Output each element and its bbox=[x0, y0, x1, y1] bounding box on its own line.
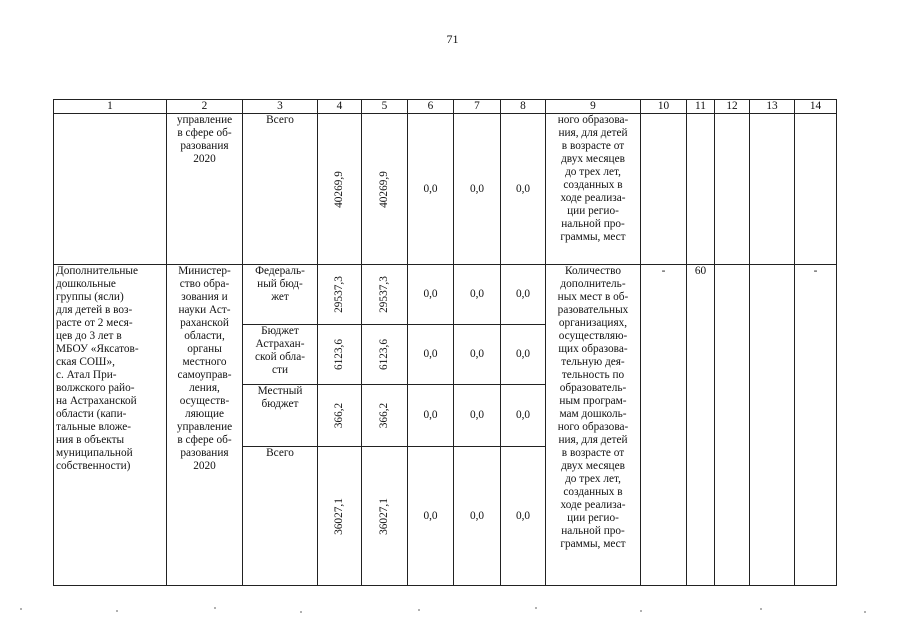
header-cell: 4 bbox=[318, 100, 362, 114]
value-rotated: 36027,1 bbox=[333, 497, 345, 535]
cell-col8: 0,0 bbox=[501, 114, 546, 265]
cell-source: Бюджет Астрахан- ской обла- сти bbox=[243, 325, 318, 385]
value-rotated: 40269,9 bbox=[378, 170, 390, 208]
cell-col13 bbox=[750, 265, 795, 586]
cell-source: Всего bbox=[243, 114, 318, 265]
cell-indicator: Количество дополнитель- ных мест в об- разовательных организациях, осуществляю- щих образова- тельную дея- тельность по образователь- ным програм- мам дошколь- ного образова- ния, для детей в возрасте от двух месяцев до трех лет, созданных в ходе реализа- ции регио- нальной про- граммы, мест bbox=[546, 265, 641, 586]
cell-col4 bbox=[318, 325, 362, 385]
scan-artifacts bbox=[0, 606, 905, 616]
cell-col2: управление в сфере об- разования 2020 bbox=[167, 114, 243, 265]
cell-col12 bbox=[715, 265, 750, 586]
cell-object-name: Дополнительные дошкольные группы (ясли) для детей в воз- расте от 2 меся- цев до 3 лет в МБОУ «Яксатов- ская СОШ», с. Атал При- волжского райо- на Астраханской области (капи- тальные вложе- ния в объекты муниципальной собственности) bbox=[54, 265, 167, 586]
cell-col8: 0,0 bbox=[501, 265, 546, 325]
cell-source: Местный бюджет bbox=[243, 385, 318, 447]
cell-col6: 0,0 bbox=[408, 385, 454, 447]
header-cell: 1 bbox=[54, 100, 167, 114]
cell-col8: 0,0 bbox=[501, 385, 546, 447]
value-rotated: 366,2 bbox=[332, 402, 345, 429]
cell-col10 bbox=[641, 114, 687, 265]
cell-responsible: Министер- ство обра- зования и науки Аст- раханской области, органы местного самоуправ- ления, осуществ- ляющие управление в сфере об- разования 2020 bbox=[167, 265, 243, 586]
header-cell: 12 bbox=[715, 100, 750, 114]
cell-col6: 0,0 bbox=[408, 114, 454, 265]
cell-col7: 0,0 bbox=[454, 265, 501, 325]
cell-col7: 0,0 bbox=[454, 385, 501, 447]
cell-col7: 0,0 bbox=[454, 447, 501, 586]
cell-col11: 60 bbox=[687, 265, 715, 586]
cell-source: Всего bbox=[243, 447, 318, 586]
cell-col14 bbox=[795, 114, 837, 265]
cell-col7: 0,0 bbox=[454, 114, 501, 265]
page-number: 71 bbox=[446, 32, 459, 46]
cell-col4 bbox=[318, 385, 362, 447]
cell-col7: 0,0 bbox=[454, 325, 501, 385]
budget-table bbox=[53, 99, 837, 586]
value-rotated: 6123,6 bbox=[377, 338, 390, 371]
cell-col5 bbox=[362, 385, 408, 447]
cell-col5 bbox=[362, 325, 408, 385]
header-cell: 3 bbox=[243, 100, 318, 114]
cell-col6: 0,0 bbox=[408, 447, 454, 586]
cell-col13 bbox=[750, 114, 795, 265]
table-row bbox=[54, 265, 837, 325]
header-cell: 8 bbox=[501, 100, 546, 114]
header-cell: 9 bbox=[546, 100, 641, 114]
header-cell: 7 bbox=[454, 100, 501, 114]
value-rotated: 36027,1 bbox=[378, 497, 390, 535]
table-row bbox=[54, 114, 837, 265]
cell-col4 bbox=[318, 265, 362, 325]
cell-col1 bbox=[54, 114, 167, 265]
header-cell: 11 bbox=[687, 100, 715, 114]
cell-col10: - bbox=[641, 265, 687, 586]
cell-col14: - bbox=[795, 265, 837, 586]
header-row bbox=[54, 100, 837, 114]
value-rotated: 6123,6 bbox=[332, 338, 345, 371]
cell-col11 bbox=[687, 114, 715, 265]
header-cell: 5 bbox=[362, 100, 408, 114]
cell-col5 bbox=[362, 265, 408, 325]
cell-col6: 0,0 bbox=[408, 265, 454, 325]
cell-source: Федераль- ный бюд- жет bbox=[243, 265, 318, 325]
header-cell: 6 bbox=[408, 100, 454, 114]
header-cell: 10 bbox=[641, 100, 687, 114]
cell-col5 bbox=[362, 447, 408, 586]
value-rotated: 29537,3 bbox=[333, 276, 345, 313]
cell-col8: 0,0 bbox=[501, 447, 546, 586]
cell-col5 bbox=[362, 114, 408, 265]
cell-col12 bbox=[715, 114, 750, 265]
value-rotated: 40269,9 bbox=[333, 170, 345, 208]
header-cell: 2 bbox=[167, 100, 243, 114]
header-cell: 14 bbox=[795, 100, 837, 114]
cell-col6: 0,0 bbox=[408, 325, 454, 385]
cell-col4 bbox=[318, 114, 362, 265]
value-rotated: 366,2 bbox=[377, 402, 390, 429]
header-cell: 13 bbox=[750, 100, 795, 114]
cell-col8: 0,0 bbox=[501, 325, 546, 385]
value-rotated: 29537,3 bbox=[378, 276, 390, 313]
cell-col4 bbox=[318, 447, 362, 586]
cell-col9: ного образова- ния, для детей в возрасте от двух месяцев до трех лет, созданных в ходе реализа- ции регио- нальной про- граммы, мест bbox=[546, 114, 641, 265]
